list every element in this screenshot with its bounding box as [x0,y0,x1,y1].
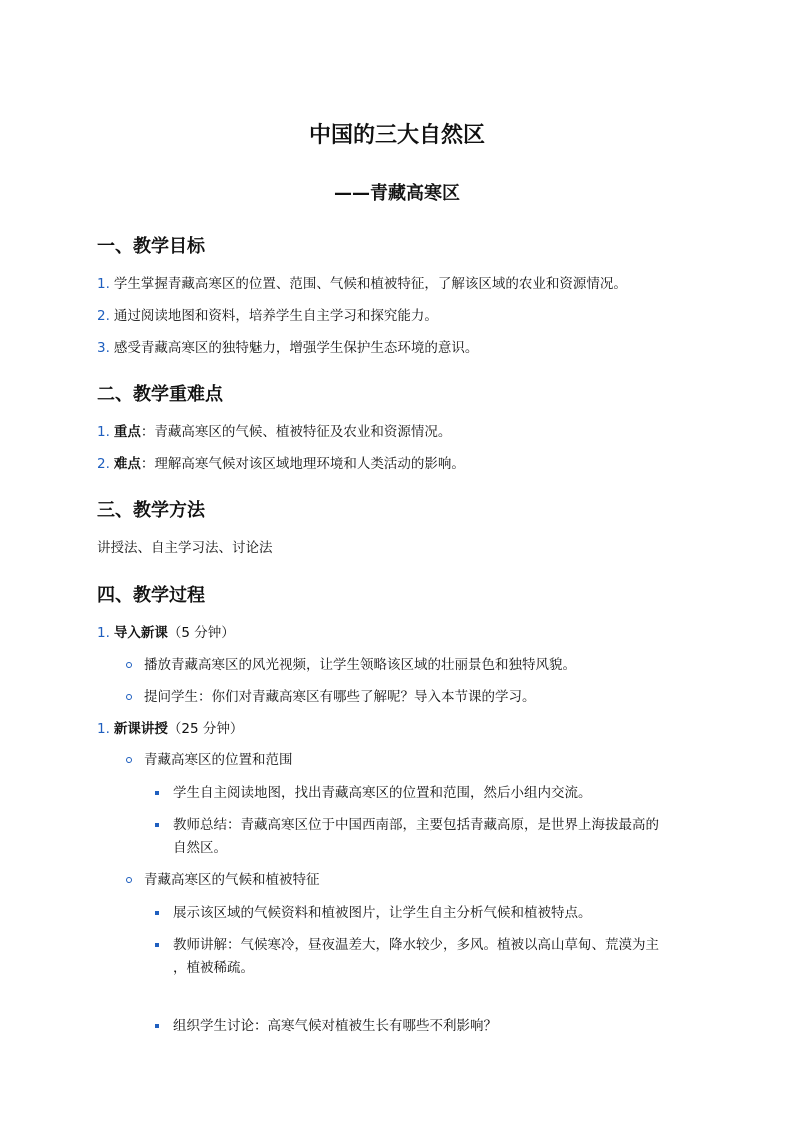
section-heading-process: 四、教学过程 [97,585,205,606]
list-label: 难点 [113,456,141,472]
bullet-square-icon [155,911,159,915]
sub-bullet-item: 学生自主阅读地图，找出青藏高寒区的位置和范围，然后小组内交流。 [173,785,592,801]
sub-bullet-item: 组织学生讨论：高寒气候对植被生长有哪些不利影响？ [173,1018,497,1034]
list-text: 通过阅读地图和资料，培养学生自主学习和探究能力。 [113,308,438,324]
bullet-item: 提问学生：你们对青藏高寒区有哪些了解呢？导入本节课的学习。 [144,689,536,705]
step-time: （25 分钟） [167,721,244,737]
bullet-circle-icon [126,877,132,883]
step-item [97,623,235,643]
bullet-circle-icon [126,757,132,763]
step-label: 新课讲授 [113,721,168,737]
subsection-title: 青藏高寒区的气候和植被特征 [144,872,320,888]
list-text: ：理解高寒气候对该区域地理环境和人类活动的影响。 [140,456,465,472]
sub-bullet-continuation: 自然区。 [173,840,227,856]
bullet-square-icon [155,823,159,827]
list-item [97,422,451,442]
section-heading-methods: 三、教学方法 [97,500,205,521]
list-text: ：青藏高寒区的气候、植被特征及农业和资源情况。 [140,424,452,440]
list-number: 1. [97,424,110,440]
list-number: 3. [97,340,110,356]
subsection-title: 青藏高寒区的位置和范围 [144,752,293,768]
methods-text: 讲授法、自主学习法、讨论法 [97,540,273,556]
sub-bullet-continuation: ，植被稀疏。 [173,960,254,976]
bullet-circle-icon [126,662,132,668]
sub-bullet-item: 教师总结：青藏高寒区位于中国西南部，主要包括青藏高原，是世界上海拔最高的 [173,817,659,833]
list-item [97,454,465,474]
bullet-square-icon [155,1024,159,1028]
list-label: 重点 [113,424,141,440]
list-item [97,338,478,358]
sub-bullet-item: 展示该区域的气候资料和植被图片，让学生自主分析气候和植被特点。 [173,905,592,921]
bullet-circle-icon [126,694,132,700]
page-subtitle: ——青藏高寒区 [334,183,460,204]
section-heading-key-points: 二、教学重难点 [97,384,223,405]
list-item [97,274,627,294]
list-text: 学生掌握青藏高寒区的位置、范围、气候和植被特征，了解该区域的农业和资源情况。 [113,276,627,292]
step-number: 1. [97,721,110,737]
section-heading-objectives: 一、教学目标 [97,236,205,257]
bullet-square-icon [155,943,159,947]
bullet-item: 播放青藏高寒区的风光视频，让学生领略该区域的壮丽景色和独特风貌。 [144,657,576,673]
list-item [97,306,438,326]
bullet-square-icon [155,791,159,795]
step-item [97,719,243,739]
list-text: 感受青藏高寒区的独特魅力，增强学生保护生态环境的意识。 [113,340,479,356]
sub-bullet-item: 教师讲解：气候寒冷，昼夜温差大，降水较少，多风。植被以高山草甸、荒漠为主 [173,937,659,953]
list-number: 2. [97,456,110,472]
page-title: 中国的三大自然区 [308,123,485,148]
step-time: （5 分钟） [167,625,235,641]
list-number: 2. [97,308,110,324]
step-label: 导入新课 [113,625,168,641]
list-number: 1. [97,276,110,292]
step-number: 1. [97,625,110,641]
